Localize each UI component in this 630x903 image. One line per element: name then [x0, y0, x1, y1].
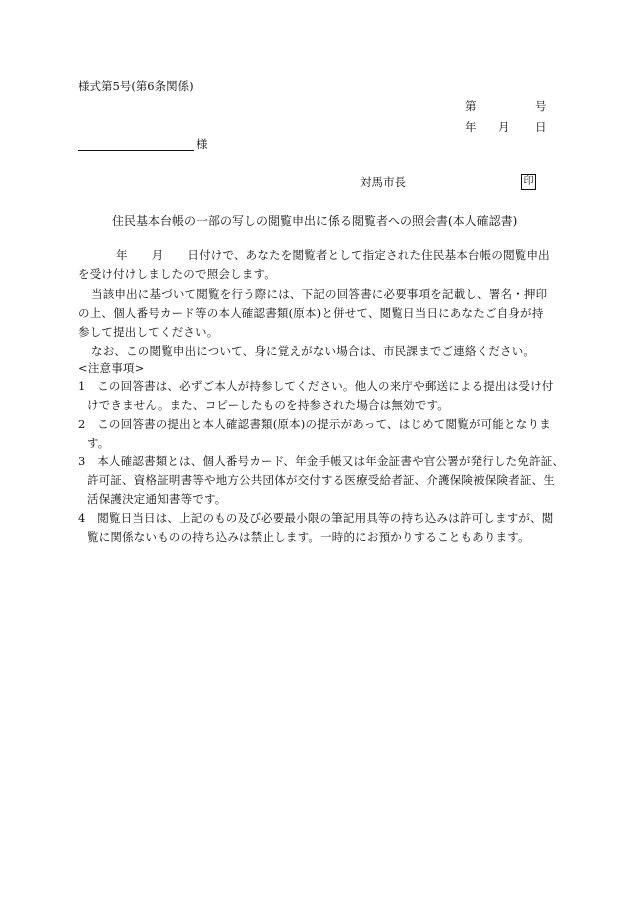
- date-year: 年: [465, 120, 477, 134]
- form-label: 様式第5号(第6条関係): [78, 79, 194, 93]
- body-p2-line2: の上、個人番号カード等の本人確認書類(原本)と併せて、閲覧日当日にあなたご自身が持: [78, 306, 544, 320]
- note-3-line3: 活保護決定通知書等です。: [87, 492, 227, 506]
- seal-stamp: 印: [521, 174, 536, 190]
- p1-year: 年: [116, 248, 128, 262]
- note-3-line1: 3 本人確認書類とは、個人番号カード、年金手帳又は年金証書や官公署が発行した免許証、: [78, 454, 565, 468]
- recipient-name-line: [78, 150, 194, 151]
- note-2-line2: す。: [87, 436, 110, 450]
- note-1-line2: けできません。また、コピーしたものを持参された場合は無効です。: [87, 398, 450, 412]
- number-go: 号: [535, 99, 547, 113]
- number-dai: 第: [465, 99, 477, 113]
- body-p3-line1: なお、この閲覧申出について、身に覚えがない場合は、市民課までご連絡ください。: [91, 344, 536, 358]
- p1-month: 月: [151, 248, 164, 262]
- issuer: 対馬市長: [360, 175, 406, 189]
- p1-rest: 日付けで、あなたを閲覧者として指定された住民基本台帳の閲覧申出: [187, 248, 550, 262]
- note-4-line2: 覧に関係ないものの持ち込みは禁止します。一時的にお預かりすることもあります。: [87, 530, 530, 544]
- note-4-line1: 4 閲覧日当日は、上記のもの及び必要最小限の筆記用具等の持ち込みは許可しますが、閲: [78, 511, 554, 525]
- date-day: 日: [535, 120, 547, 134]
- note-3-line2: 許可証、資格証明書等や地方公共団体が交付する医療受給者証、介護保険被保険者証、生: [87, 473, 555, 487]
- date-month: 月: [498, 120, 510, 134]
- body-p2-line3: 参して提出してください。: [78, 325, 219, 339]
- document-title: 住民基本台帳の一部の写しの閲覧申出に係る閲覧者への照会書(本人確認書): [112, 214, 518, 228]
- recipient-suffix: 様: [196, 137, 208, 151]
- notes-heading: <注意事項>: [78, 361, 145, 375]
- note-2-line1: 2 この回答書の提出と本人確認書類(原本)の提示があって、はじめて閲覧が可能となりま: [78, 417, 551, 431]
- body-p2-line1: 当該申出に基づいて閲覧を行う際には、下記の回答書に必要事項を記載し、署名・押印: [91, 287, 548, 301]
- note-1-line1: 1 この回答書は、必ずご本人が持参してください。他人の来庁や郵送による提出は受け付: [78, 379, 554, 393]
- body-p1-line1: [78, 250, 550, 262]
- body-p1-line2: を受け付けしましたので照会します。: [78, 267, 276, 281]
